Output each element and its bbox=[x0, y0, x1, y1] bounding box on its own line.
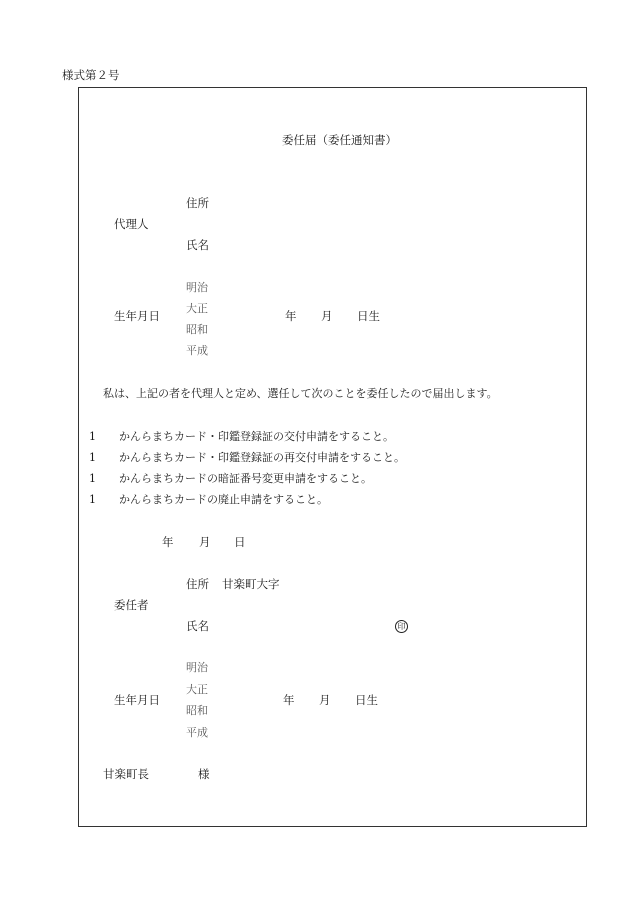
agent-address-label: 住所 bbox=[186, 196, 209, 210]
agent-month-label: 月 bbox=[321, 309, 333, 323]
delegator-day-label: 日生 bbox=[355, 693, 378, 707]
form-title: 委任届（委任通知書） bbox=[282, 133, 397, 147]
delegator-section-label: 委任者 bbox=[114, 598, 149, 612]
date-month-label: 月 bbox=[199, 535, 211, 549]
delegator-month-label: 月 bbox=[319, 693, 331, 707]
item-text: かんらまちカードの暗証番号変更申請をすること。 bbox=[119, 472, 372, 485]
form-number: 様式第２号 bbox=[62, 68, 120, 82]
delegator-birth-label: 生年月日 bbox=[114, 693, 160, 707]
item-number: 1 bbox=[89, 430, 96, 443]
declaration-text: 私は、上記の者を代理人と定め、選任して次のことを委任したので届出します。 bbox=[103, 387, 498, 400]
agent-era-taisho: 大正 bbox=[186, 302, 208, 315]
item-number: 1 bbox=[89, 472, 96, 485]
agent-era-showa: 昭和 bbox=[186, 323, 208, 336]
delegator-address-value: 甘楽町大字 bbox=[222, 577, 280, 591]
addressee-name: 甘楽町長 bbox=[103, 767, 149, 781]
addressee-honorific: 様 bbox=[198, 767, 210, 781]
item-number: 1 bbox=[89, 493, 96, 506]
agent-birth-label: 生年月日 bbox=[114, 309, 160, 323]
agent-section-label: 代理人 bbox=[114, 217, 149, 231]
date-year-label: 年 bbox=[162, 535, 174, 549]
item-number: 1 bbox=[89, 451, 96, 464]
item-text: かんらまちカード・印鑑登録証の交付申請をすること。 bbox=[119, 430, 394, 443]
agent-name-label: 氏名 bbox=[186, 238, 209, 252]
seal-mark-icon: 印 bbox=[395, 620, 408, 633]
item-text: かんらまちカード・印鑑登録証の再交付申請をすること。 bbox=[119, 451, 405, 464]
agent-day-label: 日生 bbox=[357, 309, 380, 323]
delegator-era-showa: 昭和 bbox=[186, 704, 208, 717]
agent-year-label: 年 bbox=[285, 309, 297, 323]
delegator-era-meiji: 明治 bbox=[186, 661, 208, 674]
agent-era-heisei: 平成 bbox=[186, 344, 208, 357]
agent-era-meiji: 明治 bbox=[186, 281, 208, 294]
delegator-era-heisei: 平成 bbox=[186, 726, 208, 739]
date-day-label: 日 bbox=[234, 535, 246, 549]
delegator-address-label: 住所 bbox=[186, 577, 209, 591]
delegator-name-label: 氏名 bbox=[186, 619, 209, 633]
delegator-era-taisho: 大正 bbox=[186, 683, 208, 696]
item-text: かんらまちカードの廃止申請をすること。 bbox=[119, 493, 328, 506]
delegator-year-label: 年 bbox=[283, 693, 295, 707]
